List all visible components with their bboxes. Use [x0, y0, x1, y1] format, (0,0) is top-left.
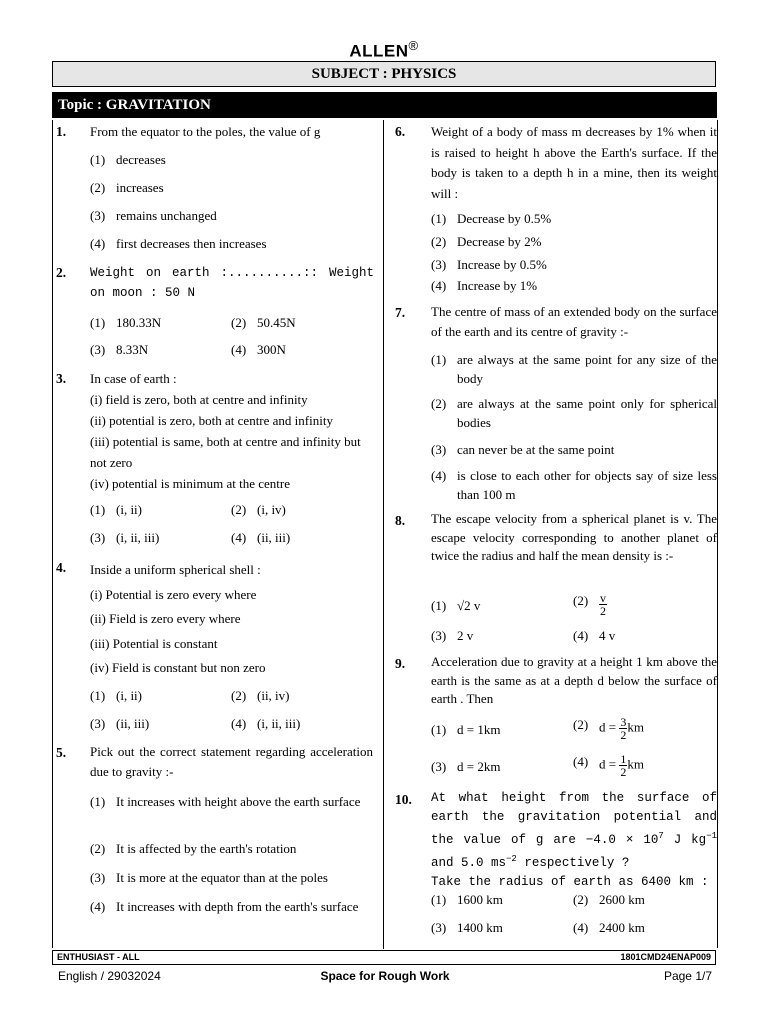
option-4: (4) is close to each other for objects say of size less than 100 m: [431, 468, 717, 502]
option-1: (1) d = 1km: [431, 722, 501, 737]
option-4: (4) (ii, iii): [231, 530, 291, 545]
option-2: (2) $\frac{v}{2}$: [573, 591, 606, 618]
option-4: (4) 300N: [231, 342, 286, 357]
question-number: 7.: [395, 305, 406, 320]
subject-banner: SUBJECT : PHYSICS: [52, 61, 716, 87]
option-2: (2) (i, iv): [231, 502, 286, 517]
question-stem: In case of earth : (i) field is zero, both at centre and infinity (ii) potential is zero, both at centre and infinity (iii) potential is same, both at centre and infinity but not zero (iv) potential is minimum at the centre: [90, 371, 361, 491]
option-2: (2) d = $\frac{3}{2}$ km: [573, 715, 644, 742]
question-number: 3.: [56, 371, 67, 386]
question-number: 9.: [395, 656, 406, 671]
option-2: (2) (ii, iv): [231, 688, 290, 703]
option-4: (4) d = $\frac{1}{2}$ km: [573, 752, 644, 779]
option-2: (2) Decrease by 2%: [431, 234, 542, 249]
question-stem: Weight on earth :..........:: Weight on moon : 50 N: [90, 266, 374, 300]
option-1: (1) (i, ii): [90, 502, 142, 517]
question-stem: At what height from the surface of earth the gravitation potential and the value of g are $-4.0 \times 10^7$ J $kg^{-1}$ and 5.0 $ms^{-2}$ respectively ? Take the radius of earth as 6400 km :: [431, 791, 717, 889]
option-3: (3) 1400 km: [431, 920, 503, 935]
question-number: 5.: [56, 745, 67, 760]
option-4: (4) (i, ii, iii): [231, 716, 301, 731]
option-3: (3) remains unchanged: [90, 208, 217, 223]
option-4: (4) It increases with depth from the earth's surface: [90, 899, 359, 914]
topic-banner: Topic : GRAVITATION: [52, 92, 717, 118]
option-2: (2) are always at the same point only for spherical bodies: [431, 396, 717, 430]
option-4: (4) 4 v: [573, 628, 616, 643]
question-number: 1.: [56, 124, 67, 139]
question-stem: Inside a uniform spherical shell : (i) Potential is zero every where (ii) Field is zero every where (iii) Potential is constant (iv) Field is constant but non zero: [90, 562, 266, 675]
option-2: (2) 2600 km: [573, 892, 645, 907]
allen-logo: ALLEN®: [349, 38, 419, 61]
column-divider: [383, 120, 384, 949]
option-3: (3) 2 v: [431, 628, 474, 643]
option-1: (1) (i, ii): [90, 688, 142, 703]
option-3: (3) can never be at the same point: [431, 442, 615, 457]
question-number: 4.: [56, 560, 67, 575]
question-number: 8.: [395, 513, 406, 528]
option-3: (3) d = 2km: [431, 759, 501, 774]
question-stem: From the equator to the poles, the value of g: [90, 124, 321, 139]
question-stem: The escape velocity from a spherical planet is v. The escape velocity corresponding to another planet of twice the radius and half the mean density is :-: [431, 511, 717, 563]
option-1: (1) Decrease by 0.5%: [431, 211, 552, 226]
option-4: (4) first decreases then increases: [90, 236, 267, 251]
rough-work-label: Space for Rough Work: [320, 969, 450, 983]
option-1: (1) 180.33N: [90, 315, 162, 330]
language-date: English / 29032024: [58, 969, 161, 983]
batch-label: ENTHUSIAST - ALL: [57, 952, 140, 962]
option-1: (1) 1600 km: [431, 892, 503, 907]
option-3: (3) It is more at the equator than at the poles: [90, 870, 328, 885]
option-2: (2) increases: [90, 180, 164, 195]
footer-code-bar: [52, 950, 716, 965]
question-number: 2.: [56, 265, 67, 280]
question-stem: Acceleration due to gravity at a height 1 km above the earth is the same as at a depth d below the surface of earth . Then: [431, 654, 717, 706]
option-1: (1) are always at the same point for any size of the body: [431, 352, 717, 386]
option-4: (4) Increase by 1%: [431, 278, 538, 293]
option-3: (3) (i, ii, iii): [90, 530, 160, 545]
option-2: (2) It is affected by the earth's rotation: [90, 841, 297, 856]
page-number: Page 1/7: [663, 969, 712, 983]
option-4: (4) 2400 km: [573, 920, 645, 935]
question-number: 10.: [395, 792, 412, 807]
option-2: (2) 50.45N: [231, 315, 296, 330]
option-1: (1) It increases with height above the earth surface: [90, 794, 361, 809]
question-stem: The centre of mass of an extended body on the surface of the earth and its centre of gravity :-: [431, 304, 717, 339]
option-3: (3) (ii, iii): [90, 716, 150, 731]
question-stem: Pick out the correct statement regarding acceleration due to gravity :-: [90, 744, 373, 779]
option-3: (3) Increase by 0.5%: [431, 257, 547, 272]
question-number: 6.: [395, 124, 406, 139]
question-stem: Weight of a body of mass m decreases by 1% when it is raised to height h above the Earth's surface. If the body is taken to a depth h in a mine, then its weight will :: [431, 124, 717, 201]
option-1: (1) √2 v: [431, 598, 481, 613]
paper-code: 1801CMD24ENAP009: [620, 952, 711, 962]
option-3: (3) 8.33N: [90, 342, 149, 357]
option-1: (1) decreases: [90, 152, 166, 167]
